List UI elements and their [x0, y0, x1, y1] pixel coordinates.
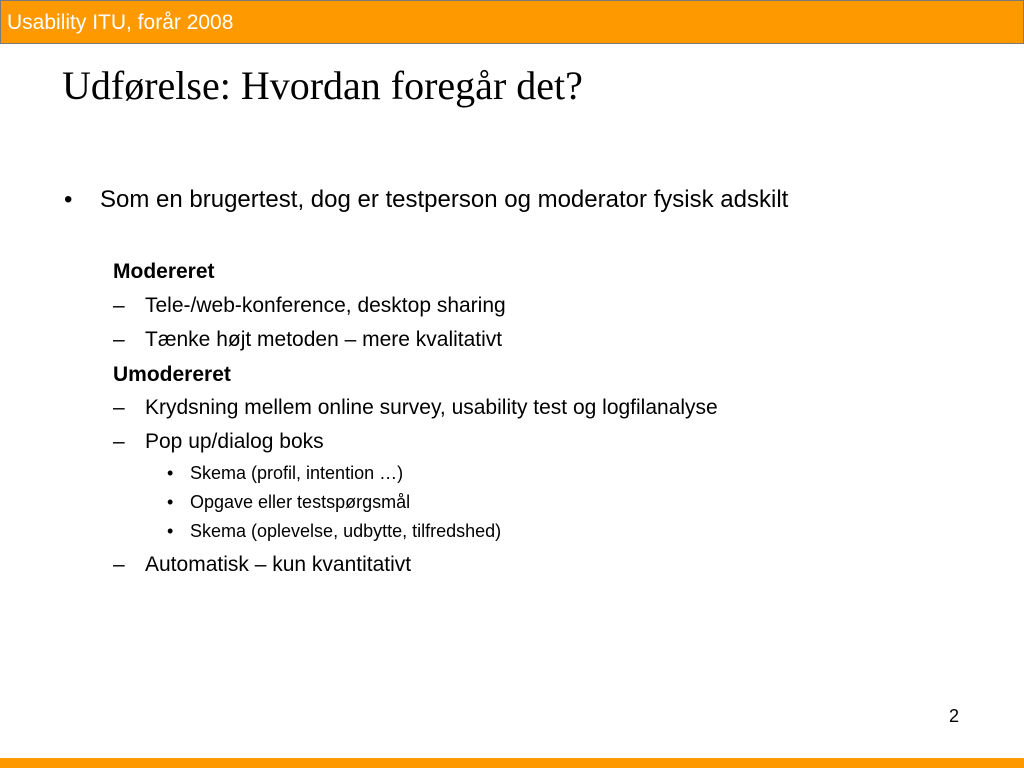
sub-list-item: Skema (profil, intention …) — [190, 463, 404, 483]
header-title: Usability ITU, forår 2008 — [7, 11, 234, 34]
list-item: Automatisk – kun kvantitativt — [145, 553, 412, 576]
header-bar — [0, 0, 1024, 44]
sub-bullet-marker: • — [167, 492, 174, 512]
list-item: Tele-/web-konference, desktop sharing — [145, 294, 506, 317]
dash-marker: – — [113, 553, 125, 576]
dash-marker: – — [113, 328, 125, 351]
section-heading-unmoderated: Umodereret — [113, 363, 231, 386]
bullet-marker: • — [64, 186, 73, 213]
main-bullet-text: Som en brugertest, dog er testperson og moderator fysisk adskilt — [100, 186, 789, 213]
dash-marker: – — [113, 294, 125, 317]
sub-bullet-marker: • — [167, 521, 174, 541]
sub-bullet-marker: • — [167, 463, 174, 483]
dash-marker: – — [113, 430, 125, 453]
dash-marker: – — [113, 396, 125, 419]
list-item: Tænke højt metoden – mere kvalitativt — [145, 328, 503, 351]
section-heading-moderated: Modereret — [113, 260, 215, 283]
footer-bar — [0, 758, 1024, 768]
list-item: Krydsning mellem online survey, usability test og logfilanalyse — [145, 396, 718, 419]
sub-list-item: Skema (oplevelse, udbytte, tilfredshed) — [190, 521, 502, 541]
list-item: Pop up/dialog boks — [145, 430, 324, 453]
sub-list-item: Opgave eller testspørgsmål — [190, 492, 411, 512]
page-number: 2 — [949, 706, 960, 726]
slide-title: Udførelse: Hvordan foregår det? — [62, 63, 583, 108]
